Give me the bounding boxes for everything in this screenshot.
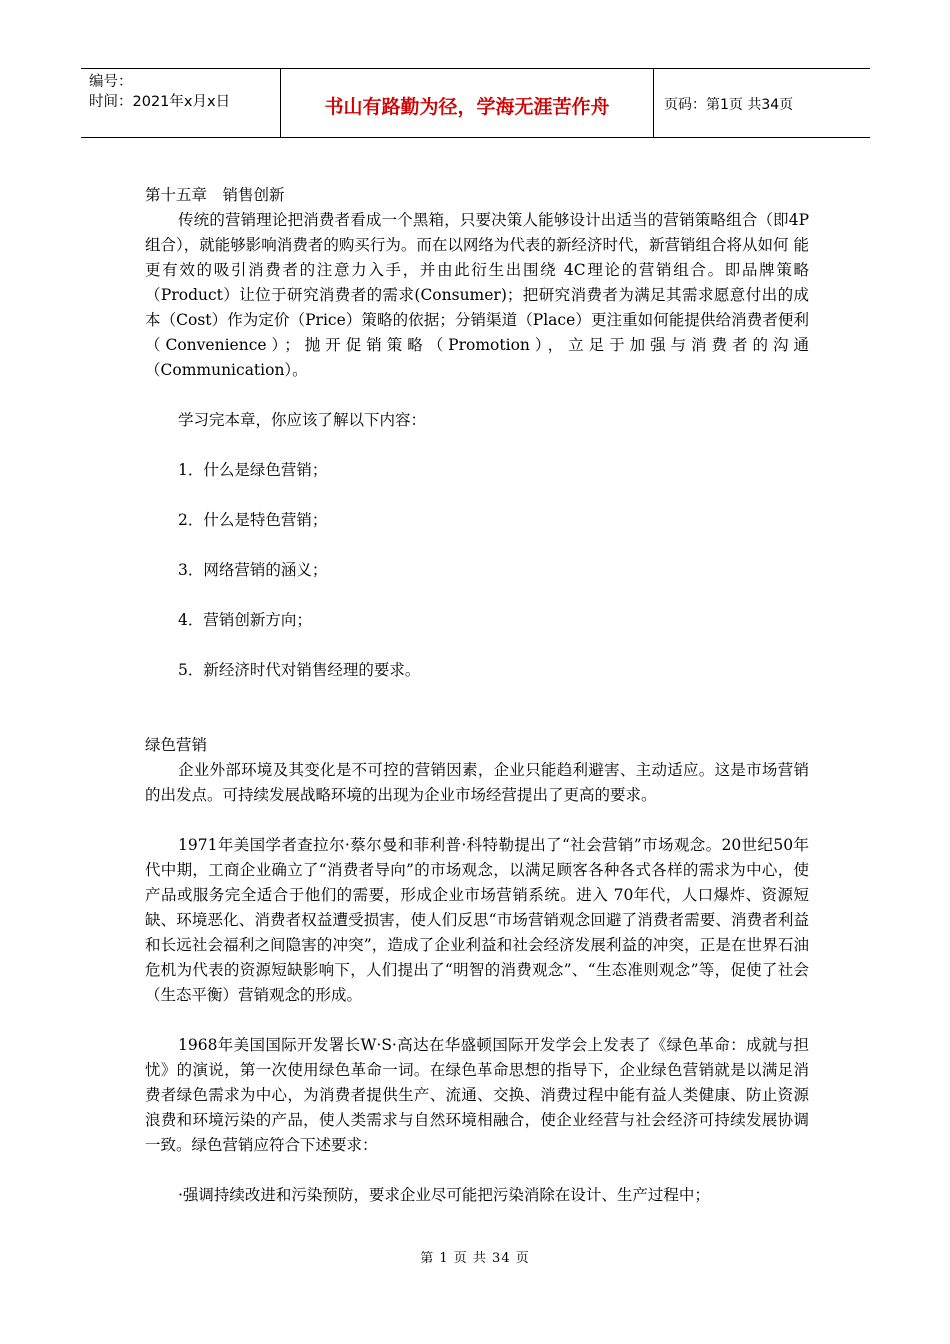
intro-paragraph: 传统的营销理论把消费者看成一个黑箱，只要决策人能够设计出适当的营销策略组合（即4P组合），就能够影响消费者的购买行为。而在以网络为代表的新经济时代，新营销组合将从如何 能更有效的吸引消费者的注意力入手，并由此衍生出围绕 4C理论的营销组合。即品牌策略（Product）让位于研究消费者的需求(Consumer)；把研究消费者为满足其需求愿意付出的成本（Cost）作为定价（Price）策略的依据；分销渠道（Place）更注重如何能提供给消费者便利（Convenience）；抛开促销策略（Promotion），立足于加强与消费者的沟通（Communication）。 (145, 211, 809, 379)
paragraph-2: 1971年美国学者查拉尔·蔡尔曼和菲利普·科特勒提出了“社会营销”市场观念。20世纪50年代中期，工商企业确立了“消费者导向”的市场观念，以满足顾客各种各式各样的需求为中心，使产品或服务完全适合于他们的需要，形成企业市场营销系统。进入 70年代，人口爆炸、资源短缺、环境恶化、消费者权益遭受损害，使人们反思“市场营销观念回避了消费者需要、消费者利益和长远社会福利之间隐害的冲突”，造成了企业利益和社会经济发展利益的冲突，正是在世界石油危机为代表的资源短缺影响下，人们提出了“明智的消费观念”、“生态准则观念”等，促使了社会（生态平衡）营销观念的形成。 (145, 836, 809, 1004)
number-label: 编号： (89, 74, 133, 90)
date-label: 时间：2021年x月x日 (89, 94, 231, 110)
paragraph-1: 企业外部环境及其变化是不可控的营销因素，企业只能趋利避害、主动适应。这是市场营销的出发点。可持续发展战略环境的出现为企业市场经营提出了更高的要求。 (145, 761, 809, 804)
bullet-item: ·强调持续改进和污染预防，要求企业尽可能把污染消除在设计、生产过程中； (178, 1186, 710, 1204)
objective-item-4: 4．营销创新方向； (178, 611, 312, 629)
objective-item-3: 3．网络营销的涵义； (178, 561, 328, 579)
header-meta (81, 69, 281, 137)
section-title: 绿色营销 (145, 736, 208, 754)
objective-item-5: 5．新经济时代对销售经理的要求。 (178, 661, 421, 679)
header-motto: 书山有路勤为径，学海无涯苦作舟 (281, 69, 654, 137)
objective-item-1: 1．什么是绿色营销； (178, 461, 328, 479)
page-footer: 第 1 页 共 34 页 (420, 1251, 530, 1266)
chapter-title: 第十五章 销售创新 (145, 186, 285, 204)
document-header (81, 68, 870, 138)
header-page-info: 页码：第1页 共34页 (664, 97, 794, 113)
objective-item-2: 2．什么是特色营销； (178, 511, 328, 529)
study-prompt: 学习完本章，你应该了解以下内容： (178, 411, 427, 429)
document-body (145, 183, 809, 1208)
paragraph-3: 1968年美国国际开发署长W·S·高达在华盛顿国际开发学会上发表了《绿色革命：成就与担忧》的演说，第一次使用绿色革命一词。在绿色革命思想的指导下，企业绿色营销就是以满足消费者绿色需求为中心，为消费者提供生产、流通、交换、消费过程中能有益人类健康、防止资源浪费和环境污染的产品，使人类需求与自然环境相融合，使企业经营与社会经济可持续发展协调一致。绿色营销应符合下述要求： (145, 1036, 809, 1154)
